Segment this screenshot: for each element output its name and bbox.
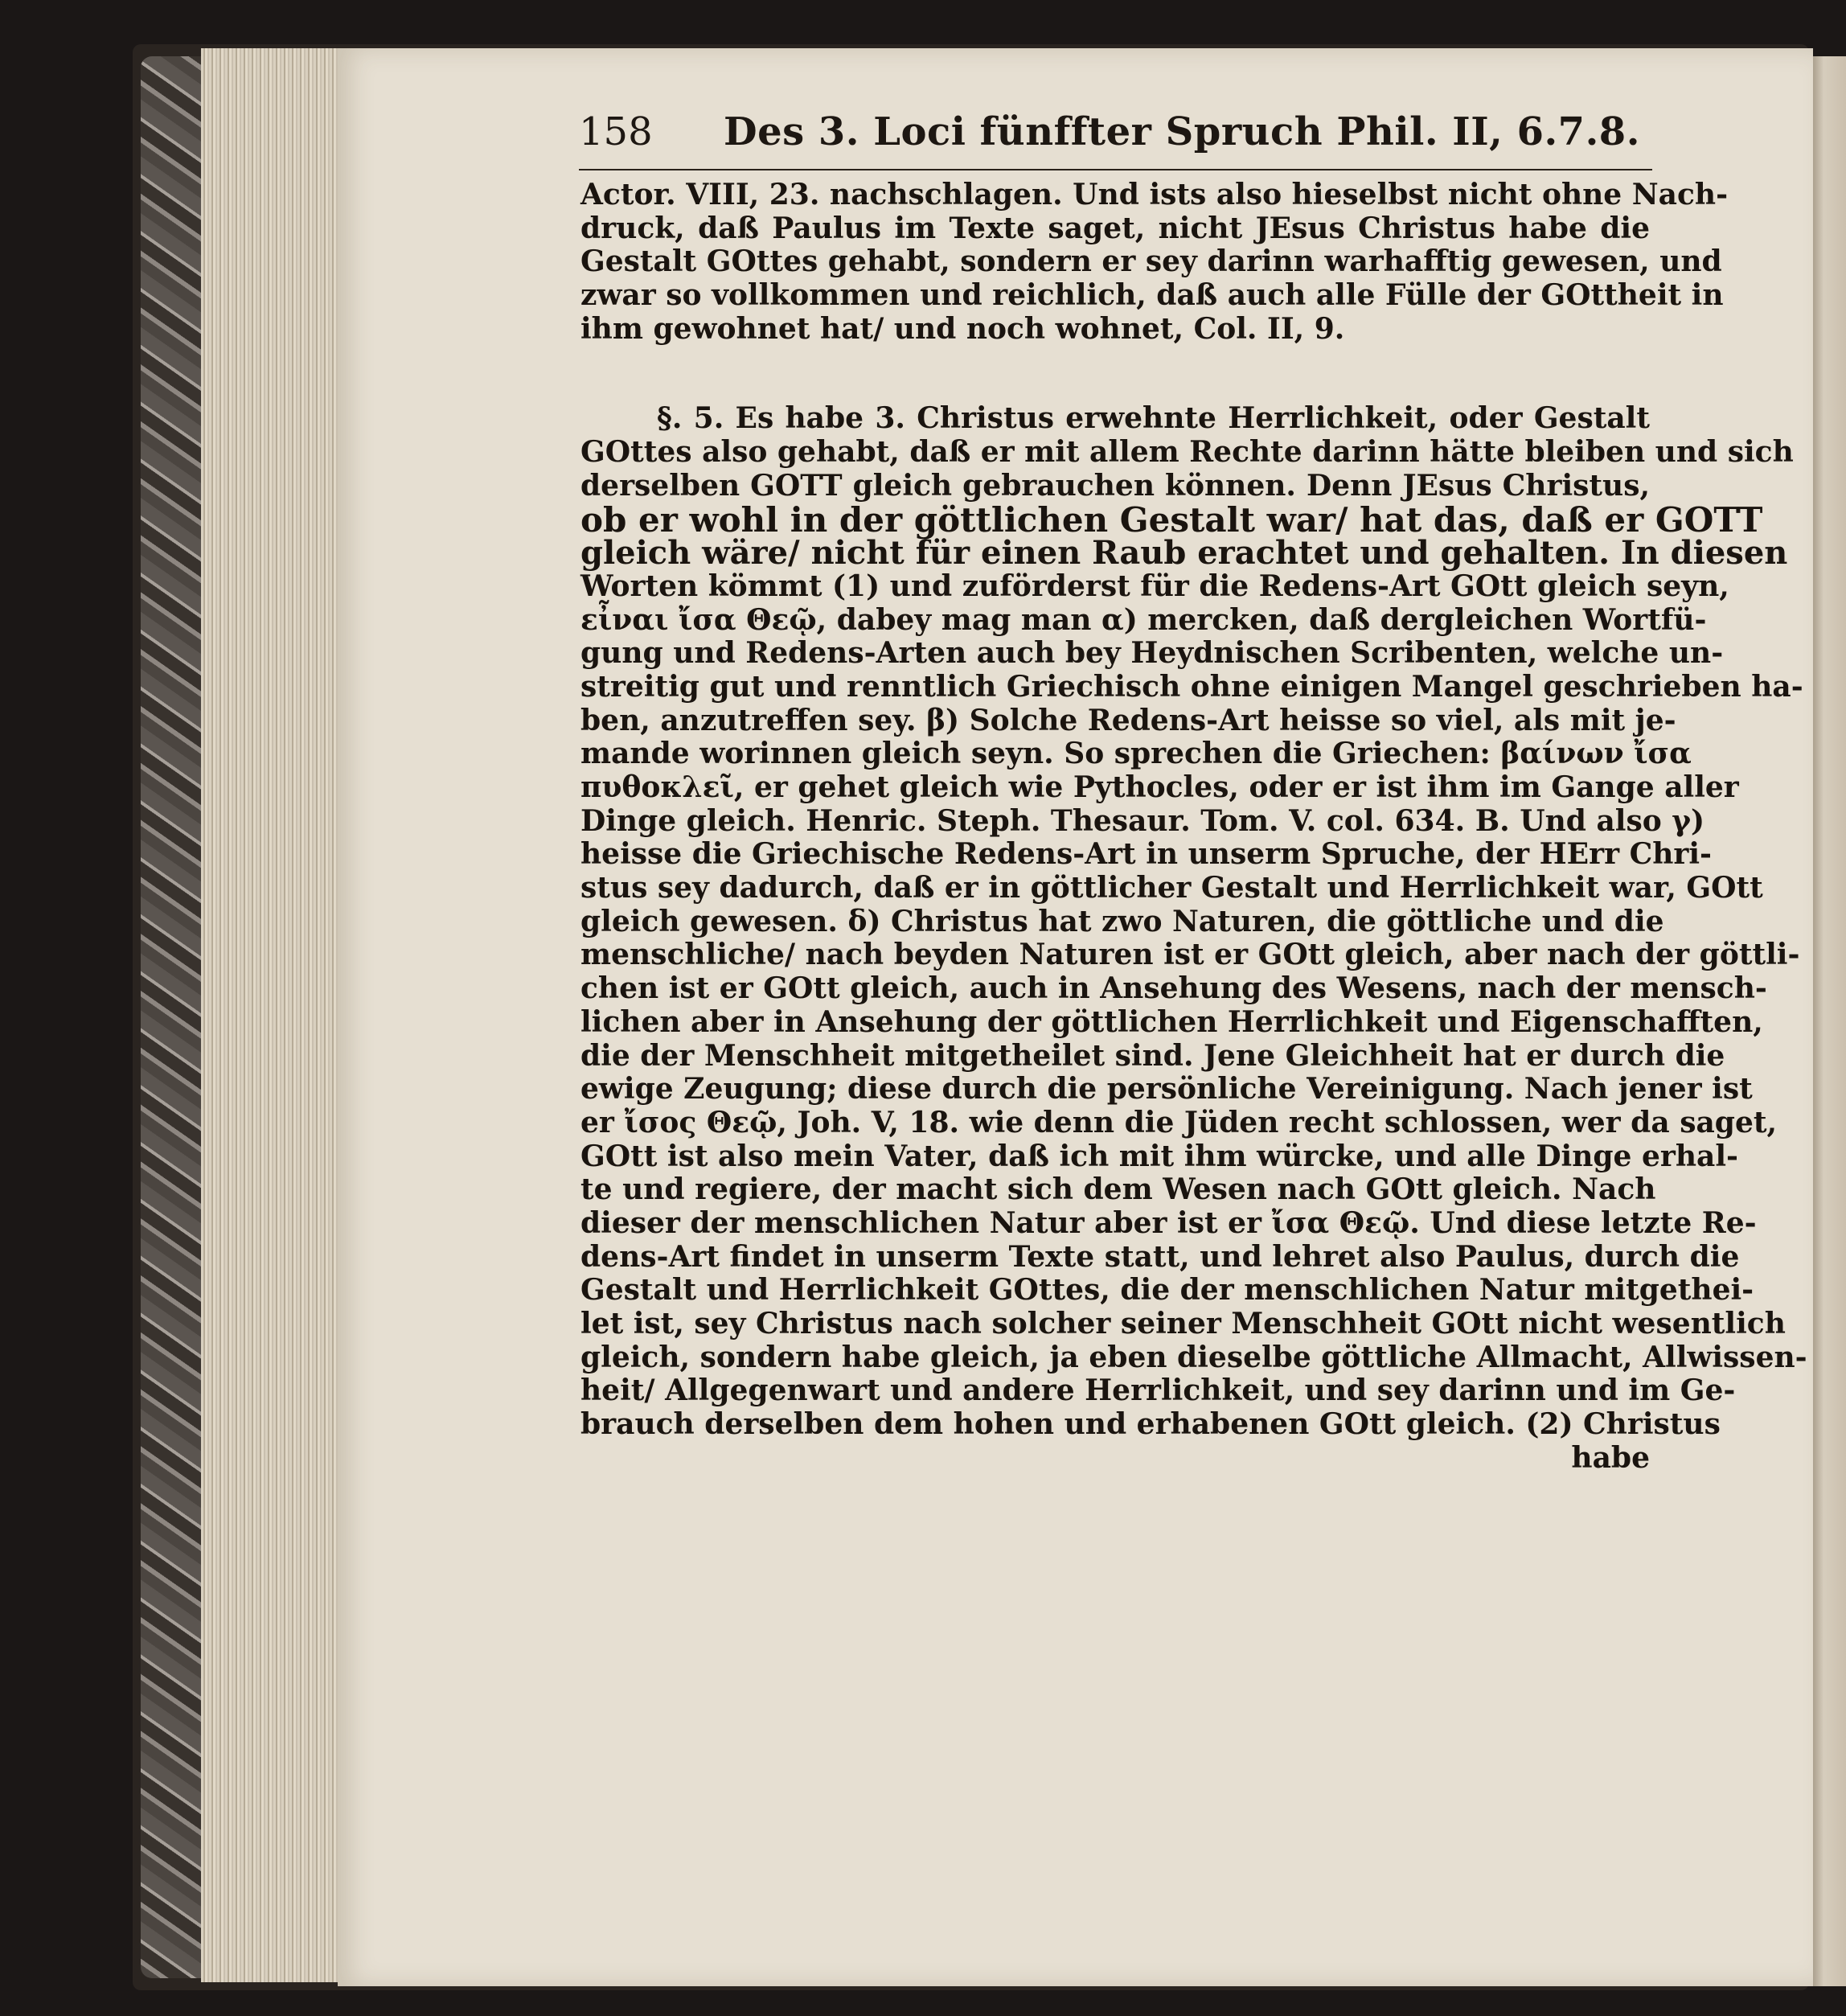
text-line: dieser der menschlichen Natur aber ist er ἴσα Θεῷ. Und diese letzte Re- <box>580 1205 1757 1240</box>
text-line: ben, anzutreffen sey. β) Solche Redens-Art heisse so viel, als mit je- <box>580 703 1676 737</box>
text-line: derselben GOTT gleich gebrauchen können. Denn JEsus Christus, <box>580 468 1650 503</box>
catchword: habe <box>1571 1440 1650 1475</box>
text-line: stus sey dadurch, daß er in göttlicher Gestalt und Herrlichkeit war, GOtt <box>580 871 1763 905</box>
text-line: lichen aber in Ansehung der göttlichen Herrlichkeit und Eigenschafften, <box>580 1004 1763 1039</box>
text-line: Dinge gleich. Henric. Steph. Thesaur. Tom. V. col. 634. B. Und also γ) <box>580 803 1705 838</box>
stacked-page-edges <box>201 48 342 1982</box>
text-line: die der Menschheit mitgetheilet sind. Jene Gleichheit hat er durch die <box>580 1038 1725 1073</box>
text-line: §. 5. Es habe 3. Christus erwehnte Herrlichkeit, oder Gestalt <box>657 401 1650 436</box>
text-line: Worten kömmt (1) und zuförderst für die Redens-Art GOtt gleich seyn, <box>580 569 1729 603</box>
text-line: er ἴσος Θεῷ, Joh. V, 18. wie denn die Jüden recht schlossen, wer da saget, <box>580 1105 1778 1139</box>
page-header <box>579 103 1648 167</box>
header-rule <box>579 169 1652 170</box>
text-line: ewige Zeugung; diese durch die persönliche Vereinigung. Nach jener ist <box>580 1072 1753 1107</box>
text-line: zwar so vollkommen und reichlich, daß auch alle Fülle der GOttheit in <box>580 278 1724 313</box>
text-line: εἶναι ἴσα Θεῷ, dabey mag man α) mercken, daß dergleichen Wortfü- <box>580 602 1707 637</box>
text-line: dens-Art findet in unserm Texte statt, und lehret also Paulus, durch die <box>580 1239 1740 1274</box>
text-line: let ist, sey Christus nach solcher seiner Menschheit GOtt nicht wesentlich <box>580 1307 1786 1341</box>
text-line: Actor. VIII, 23. nachschlagen. Und ists also hieselbst nicht ohne Nach- <box>580 178 1729 211</box>
facing-page-edge <box>1809 56 1846 1986</box>
text-line: Gestalt und Herrlichkeit GOttes, die der menschlichen Natur mitgethei- <box>580 1273 1754 1308</box>
paragraph-1 <box>580 178 1729 346</box>
text-line: chen ist er GOtt gleich, auch in Ansehung des Wesens, nach der mensch- <box>580 971 1767 1006</box>
marbled-page-edge <box>141 56 205 1978</box>
text-line: πυθοκλεῖ, er gehet gleich wie Pythocles, oder er ist ihm im Gange aller <box>580 770 1739 804</box>
text-line: ob er wohl in der göttlichen Gestalt war/ hat das, daß er GOTT <box>580 499 1763 540</box>
page-number: 158 <box>579 109 653 154</box>
text-line: gleich wäre/ nicht für einen Raub erachtet und gehalten. In diesen <box>580 534 1788 573</box>
text-line: brauch derselben dem hohen und erhabenen GOtt gleich. (2) Christus <box>580 1407 1721 1442</box>
paragraph-gap <box>580 346 1650 402</box>
text-line: mande worinnen gleich seyn. So sprechen die Griechen: βαίνων ἴσα <box>580 737 1692 771</box>
page-body <box>580 178 1807 1475</box>
text-line: menschliche/ nach beyden Naturen ist er GOtt gleich, aber nach der göttli- <box>580 938 1800 972</box>
text-line: te und regiere, der macht sich dem Wesen nach GOtt gleich. Nach <box>580 1172 1656 1207</box>
text-line: gleich gewesen. δ) Christus hat zwo Naturen, die göttliche und die <box>580 904 1664 938</box>
text-line: gleich, sondern habe gleich, ja eben dieselbe göttliche Allmacht, Allwissen- <box>580 1340 1807 1374</box>
text-line: Gestalt GOttes gehabt, sondern er sey darinn warhafftig gewesen, und <box>580 244 1722 279</box>
text-line: heisse die Griechische Redens-Art in unserm Spruche, der HErr Chri- <box>580 837 1712 872</box>
running-title: Des 3. Loci fünffter Spruch Phil. II, 6.7.8. <box>724 109 1640 154</box>
text-line: ihm gewohnet hat/ und noch wohnet, Col. II, 9. <box>580 311 1345 346</box>
text-line: druck, daß Paulus im Texte saget, nicht JEsus Christus habe die <box>580 211 1650 245</box>
paragraph-2 <box>580 401 1807 1442</box>
text-line: heit/ Allgegenwart und andere Herrlichkeit, und sey darinn und im Ge- <box>580 1373 1736 1408</box>
text-line: GOtt ist also mein Vater, daß ich mit ihm würcke, und alle Dinge erhal- <box>580 1139 1738 1173</box>
text-line: gung und Redens-Arten auch bey Heydnischen Scribenten, welche un- <box>580 636 1724 671</box>
text-line: streitig gut und renntlich Griechisch ohne einigen Mangel geschrieben ha- <box>580 669 1803 704</box>
text-line: GOttes also gehabt, daß er mit allem Rechte darinn hätte bleiben und sich <box>580 435 1794 470</box>
